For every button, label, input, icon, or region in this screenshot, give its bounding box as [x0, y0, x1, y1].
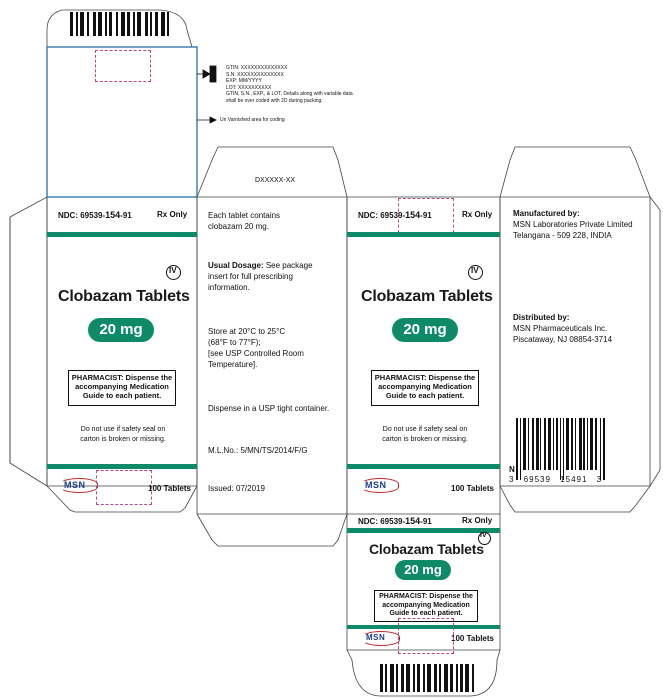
dispense-note: Dispense in a USP tight container.	[208, 404, 330, 413]
strength-badge-bottom: 20 mg	[395, 560, 451, 580]
coding-area-bottom	[398, 618, 454, 654]
strength-badge-left: 20 mg	[88, 318, 154, 342]
gtin-annotation: GTIN: XXXXXXXXXXXXXX S.N: XXXXXXXXXXXXXX EXP: MM/YYYY LOT: XXXXXXXXXX GTIN, S.N., EXP., & LOT, Details along with variable data shall be over coded with 2D during packing.	[226, 65, 353, 104]
ndc-number-bottom: NDC: 69539-154-91	[358, 516, 432, 526]
upc-barcode	[516, 418, 605, 476]
rx-only-left: Rx Only	[157, 210, 188, 219]
top-barcode	[70, 12, 169, 36]
ml-number: M.L.No.: 5/MN/TS/2014/F/G	[208, 446, 308, 455]
coding-area-top	[95, 50, 151, 82]
bottom-barcode	[380, 664, 474, 692]
pharmacist-box-bottom: PHARMACIST: Dispense the accompanying Medication Guide to each patient.	[374, 590, 478, 622]
coding-area-left	[96, 470, 152, 505]
tablet-count-right: 100 Tablets	[451, 484, 494, 493]
barcode-n-mark: N	[509, 465, 515, 474]
product-name-bottom: Clobazam Tablets	[369, 541, 484, 557]
distributor-info: Distributed by: MSN Pharmaceuticals Inc. Piscataway, NJ 08854-3714	[513, 313, 613, 344]
issued-date: Issued: 07/2019	[208, 484, 265, 493]
coding-area-right	[398, 198, 454, 233]
green-band-bottom-right	[347, 464, 500, 469]
usual-dosage: Usual Dosage: See package insert for full prescribing information.	[208, 261, 313, 292]
strength-badge-right: 20 mg	[392, 318, 458, 342]
ndc-number-right: NDC: 69539-154-91	[358, 210, 432, 220]
msn-logo-left: MSN	[64, 480, 86, 490]
manufacturer-info: Manufactured by: MSN Laboratories Private Limited Telangana - 509 228, INDIA	[513, 209, 633, 240]
pharmacist-box-right: PHARMACIST: Dispense the accompanying Medication Guide to each patient.	[371, 370, 479, 406]
side-flap-code: DXXXXX-XX	[255, 177, 296, 184]
product-name-right: Clobazam Tablets	[361, 288, 493, 305]
green-band-bottom-left	[47, 464, 197, 469]
storage-info: Store at 20°C to 25°C (68°F to 77°F); [see USP Controlled Room Temperature].	[208, 327, 304, 369]
rx-only-right: Rx Only	[462, 210, 493, 219]
schedule-iv-icon-left: IV	[166, 265, 182, 281]
safety-note-right: Do not use if safety seal on carton is broken or missing.	[382, 426, 468, 443]
tablet-contains: Each tablet contains clobazam 20 mg.	[208, 211, 281, 231]
barcode-digits: 3 69539 15491 3	[509, 475, 603, 484]
rx-only-bottom: Rx Only	[462, 516, 493, 525]
green-band-top-left	[47, 232, 197, 237]
schedule-iv-icon-right: IV	[468, 265, 484, 281]
tablet-count-left: 100 Tablets	[148, 484, 191, 493]
pharmacist-box-left: PHARMACIST: Dispense the accompanying Medication Guide to each patient.	[68, 370, 176, 406]
schedule-iv-icon-bottom: IV	[478, 532, 492, 546]
safety-note-left: Do not use if safety seal on carton is broken or missing.	[80, 426, 166, 443]
unvarnished-annotation: Un Varnished area for coding	[220, 117, 285, 123]
msn-logo-right: MSN	[365, 480, 387, 490]
product-name-left: Clobazam Tablets	[58, 288, 190, 305]
green-band-top-right	[347, 232, 500, 237]
ndc-number-left: NDC: 69539-154-91	[58, 210, 132, 220]
tablet-count-bottom: 100 Tablets	[451, 634, 494, 643]
msn-logo-bottom: MSN	[366, 633, 386, 642]
